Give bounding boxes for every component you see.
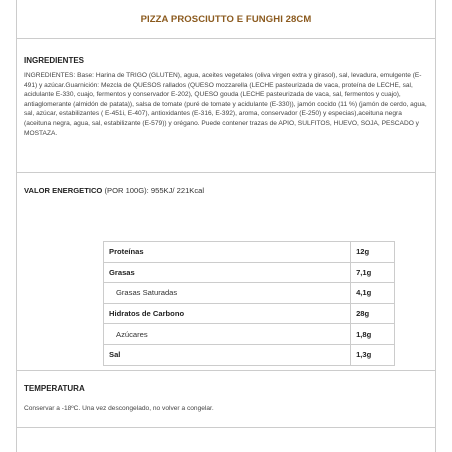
energy-amount: (POR 100G): 955KJ/ 221Kcal <box>104 186 205 195</box>
nutrition-table <box>103 241 395 366</box>
nutrition-row <box>104 242 395 263</box>
nutrient-value: 4,1g <box>351 283 395 304</box>
temperature-text: Conservar a -18ºC. Una vez descongelado, no volver a congelar. <box>24 405 214 412</box>
nutrition-row <box>104 283 395 304</box>
energy-label: VALOR ENERGETICO <box>24 186 103 195</box>
divider <box>17 370 435 371</box>
nutrition-row <box>104 344 395 365</box>
nutrient-value: 1,8g <box>351 324 395 345</box>
nutrient-name: Azúcares <box>104 324 351 345</box>
nutrition-row <box>104 262 395 283</box>
divider <box>17 172 435 173</box>
nutrition-row <box>104 303 395 324</box>
product-title: PIZZA PROSCIUTTO E FUNGHI 28CM <box>140 14 312 25</box>
nutrient-value: 7,1g <box>351 262 395 283</box>
nutrient-name: Hidratos de Carbono <box>104 303 351 324</box>
divider <box>17 427 435 428</box>
nutrition-row <box>104 324 395 345</box>
ingredients-text: INGREDIENTES: Base: Harina de TRIGO (GLUTEN), agua, aceites vegetales (oliva virgen extra y girasol), sal, levadura, emulgente (E-491) y azúcar.Guarnición: Mezcla de QUESOS rallados (QUESO mozzarella (LECHE pasteurizada de vaca, proteína de LECHE, sal, acidulante E-330, cuajo, fermentos y conservador E-202), QUESO gouda (LECHE pasteurizada de vaca, sal, fermentos y cuajo), antiaglomerante (almidón de patata)), salsa de tomate (puré de tomate y acidulante (E-330)), jamón cocido (11 %) (jamón de cerdo, agua, sal, azúcar, estabilizantes ( E-451i, E-407), antioxidantes (E-316, E-392), aroma, conservador (E-250) y especias),aceituna negra (aceituna negra, agua, sal, estabilizante (E-579)) y orégano. Puede contener trazas de APIO, SULFITOS, HUEVO, SOJA, PESCADO y MOSTAZA. <box>24 72 427 137</box>
nutrient-name: Grasas <box>104 262 351 283</box>
energy-value <box>24 186 204 195</box>
nutrient-name: Sal <box>104 344 351 365</box>
divider <box>17 38 435 39</box>
temperature-heading: TEMPERATURA <box>24 384 85 393</box>
nutrient-value: 12g <box>351 242 395 263</box>
nutrient-name: Proteínas <box>104 242 351 263</box>
nutrient-name: Grasas Saturadas <box>104 283 351 304</box>
nutrient-value: 28g <box>351 303 395 324</box>
product-sheet <box>16 0 436 452</box>
ingredients-heading: INGREDIENTES <box>24 56 85 65</box>
nutrient-value: 1,3g <box>351 344 395 365</box>
